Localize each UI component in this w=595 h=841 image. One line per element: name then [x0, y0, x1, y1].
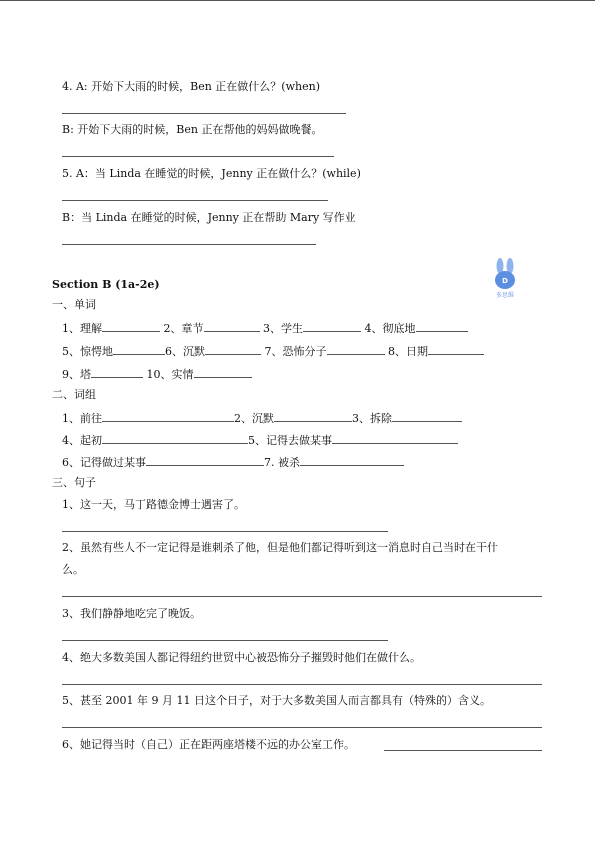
phrase-3-label: 3、拆除 [352, 412, 392, 425]
vocab-6-blank[interactable] [205, 343, 261, 355]
vocab-1-label: 1、理解 [62, 322, 102, 335]
vocab-3-blank[interactable] [303, 320, 361, 332]
phrase-2-blank[interactable] [274, 410, 352, 422]
answer-line-s2[interactable] [62, 596, 542, 597]
vocab-6-label: 6、沉默 [165, 345, 205, 358]
sentence-5: 5、甚至 2001 年 9 月 11 日这个日子，对于大多数美国人而言都具有（特殊的）含义。 [62, 694, 491, 707]
question-4a: 4. A: 开始下大雨的时候，Ben 正在做什么？(when) [62, 80, 320, 93]
sentences-heading: 三、句子 [52, 476, 96, 489]
vocab-row-3 [62, 366, 252, 382]
section-b-title: Section B (1a-2e) [52, 278, 160, 291]
sentence-6: 6、她记得当时（自己）正在距两座塔楼不远的办公室工作。 [62, 738, 355, 751]
sentence-1: 1、这一天，马丁路德金博士遇害了。 [62, 498, 245, 511]
phrase-4-blank[interactable] [102, 432, 248, 444]
answer-line-5b[interactable] [62, 244, 316, 245]
vocab-row-2 [62, 343, 484, 359]
phrase-2-label: 2、沉默 [234, 412, 274, 425]
sentence-2a: 2、虽然有些人不一定记得是谁刺杀了他，但是他们都记得听到这一消息时自己当时在干什 [62, 541, 498, 554]
vocab-4-blank[interactable] [416, 320, 468, 332]
vocab-9-blank[interactable] [91, 366, 143, 378]
vocab-5-label: 5、惊愕地 [62, 345, 113, 358]
vocab-10-label: 10、实情 [143, 368, 194, 381]
phrases-row-1 [62, 410, 462, 426]
vocab-5-blank[interactable] [113, 343, 165, 355]
sentence-4: 4、绝大多数美国人都记得纽约世贸中心被恐怖分子摧毁时他们在做什么。 [62, 651, 421, 664]
phrase-5-label: 5、记得去做某事 [248, 434, 332, 447]
vocab-8-blank[interactable] [428, 343, 484, 355]
vocab-heading: 一、单词 [52, 298, 96, 311]
answer-line-5a[interactable] [62, 200, 328, 201]
sentence-3: 3、我们静静地吃完了晚饭。 [62, 607, 201, 620]
question-5b: B：当 Linda 在睡觉的时候，Jenny 正在帮助 Mary 写作业 [62, 211, 356, 224]
vocab-7-blank[interactable] [327, 343, 385, 355]
answer-line-s3[interactable] [62, 640, 388, 641]
phrase-1-blank[interactable] [102, 410, 234, 422]
answer-line-s4[interactable] [62, 684, 542, 685]
answer-line-4b[interactable] [62, 156, 334, 157]
vocab-3-label: 3、学生 [263, 322, 303, 335]
vocab-10-blank[interactable] [194, 366, 252, 378]
page-top-border [0, 0, 595, 1]
answer-line-4a[interactable] [62, 113, 346, 114]
question-4b: B: 开始下大雨的时候，Ben 正在帮他的妈妈做晚餐。 [62, 123, 323, 136]
phrase-3-blank[interactable] [392, 410, 462, 422]
vocab-8-label: 8、日期 [384, 345, 428, 358]
sentence-2b: 么。 [62, 563, 84, 576]
answer-line-s6[interactable] [384, 750, 542, 751]
answer-line-s1[interactable] [62, 531, 388, 532]
phrase-6-label: 6、记得做过某事 [62, 456, 146, 469]
bunny-logo-icon [484, 258, 528, 302]
phrases-row-3 [62, 454, 404, 470]
logo-text: 多思维 [495, 292, 515, 299]
question-5a: 5. A：当 Linda 在睡觉的时候，Jenny 正在做什么？(while) [62, 167, 361, 180]
answer-line-s5[interactable] [62, 727, 542, 728]
svg-text:D: D [502, 277, 508, 285]
vocab-4-label: 4、彻底地 [364, 322, 416, 335]
vocab-row-1 [62, 320, 468, 336]
vocab-7-label: 7、恐怖分子 [261, 345, 327, 358]
phrase-5-blank[interactable] [332, 432, 458, 444]
vocab-1-blank[interactable] [102, 320, 160, 332]
vocab-2-blank[interactable] [204, 320, 260, 332]
phrases-heading: 二、词组 [52, 388, 96, 401]
phrase-4-label: 4、起初 [62, 434, 102, 447]
phrase-6-blank[interactable] [146, 454, 264, 466]
vocab-2-label: 2、章节 [163, 322, 204, 335]
phrase-7-label: 7. 被杀 [264, 456, 300, 469]
phrase-1-label: 1、前往 [62, 412, 102, 425]
phrases-row-2 [62, 432, 458, 448]
phrase-7-blank[interactable] [300, 454, 404, 466]
vocab-9-label: 9、塔 [62, 368, 91, 381]
